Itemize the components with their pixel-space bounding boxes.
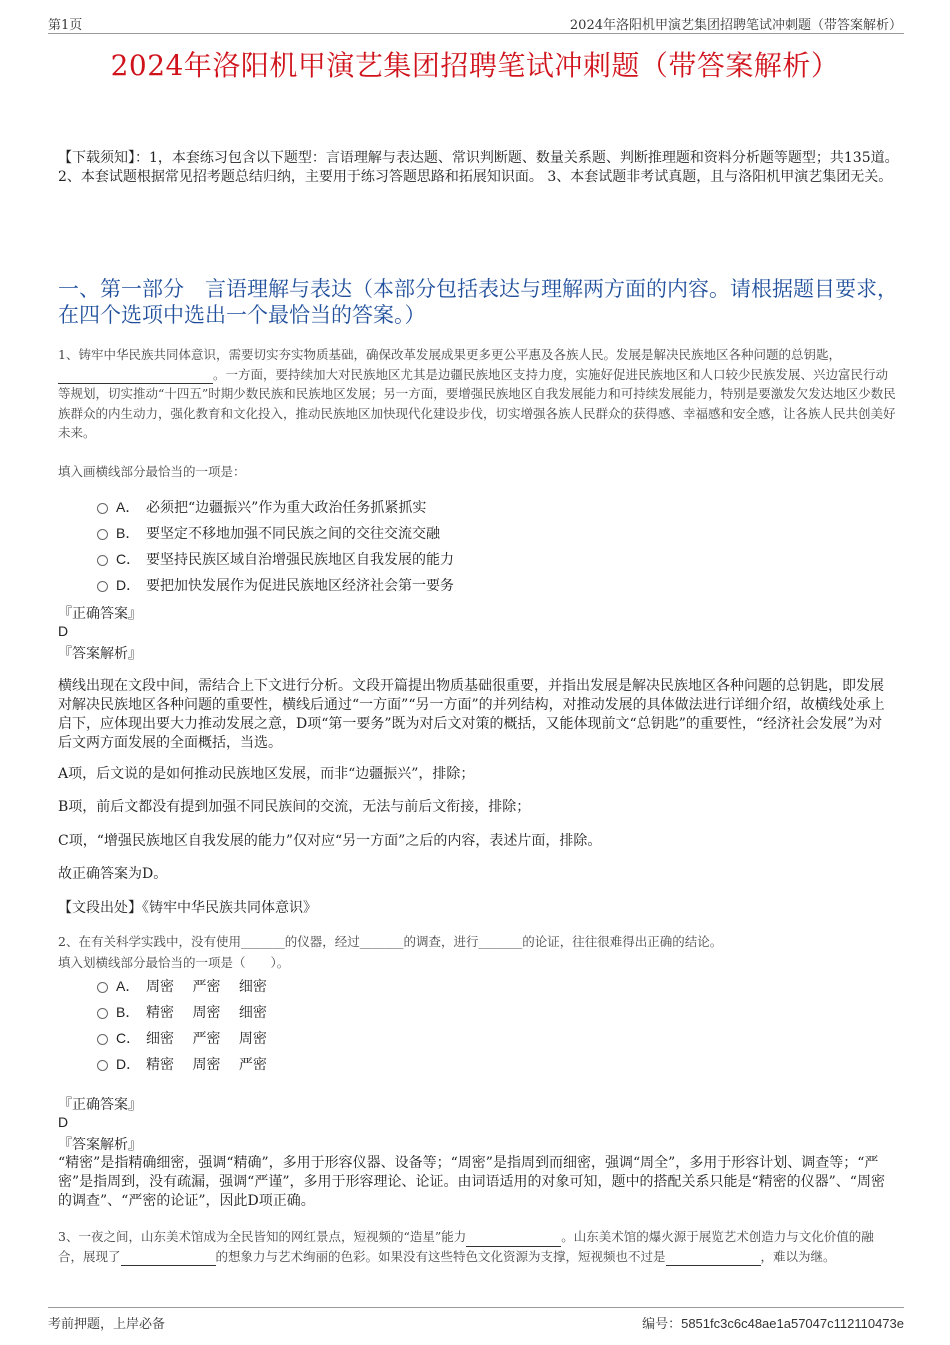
question-1-source: 【文段出处】《铸牢中华民族共同体意识》 xyxy=(58,900,317,916)
section-title: 一、第一部分 言语理解与表达（本部分包括表达与理解两方面的内容。请根据题目要求，在四个选项中选出一个最恰当的答案。） xyxy=(58,277,898,327)
analysis-label: 『答案解析』 xyxy=(58,1137,142,1153)
question-1-conclusion: 故正确答案为D。 xyxy=(58,866,168,882)
question-3-stem xyxy=(58,1227,898,1266)
correct-answer-label: 『正确答案』 xyxy=(58,1097,142,1113)
option-letter: B． xyxy=(116,1004,140,1020)
radio-icon[interactable] xyxy=(97,982,108,993)
header-divider xyxy=(48,33,904,34)
footer-slogan: 考前押题，上岸必备 xyxy=(48,1317,166,1332)
header-doc-title: 2024年洛阳机甲演艺集团招聘笔试冲刺题（带答案解析） xyxy=(569,18,902,33)
radio-icon[interactable] xyxy=(97,529,108,540)
option-text: 要坚持民族区域自治增强民族地区自我发展的能力 xyxy=(146,552,454,568)
option-letter: D． xyxy=(116,1056,141,1072)
question-2-option-a[interactable] xyxy=(97,976,267,996)
radio-icon[interactable] xyxy=(97,503,108,514)
question-3-part-2: 。山东美术馆的爆火源于展览艺术创造力与文化价值的融合，展现了 xyxy=(58,1229,874,1264)
question-1-analysis-main: 横线出现在文段中间，需结合上下文进行分析。文段开篇提出物质基础很重要，并指出发展是解决民族地区各种问题的总钥匙，即发展对解决民族地区各种问题的重要性，横线后通过“一方面”“另一方面”的并列结构，对推动发展的具体做法进行详细介绍，故横线处承上启下，应体现出要大力推动发展之意，D项“第一要务”既为对后文对策的概括，又能体现前文“总钥匙”的重要性，“经济社会发展”为对后文两方面发展的全面概括，当选。 xyxy=(58,678,885,751)
radio-icon[interactable] xyxy=(97,581,108,592)
option-text: 要把加快发展作为促进民族地区经济社会第一要务 xyxy=(146,578,454,594)
question-1-option-a[interactable] xyxy=(97,497,426,517)
footer-code-label: 编号： xyxy=(642,1317,682,1332)
footer-code-value: 5851fc3c6c48ae1a57047c112110473e xyxy=(681,1316,904,1331)
option-text: 必须把“边疆振兴”作为重大政治任务抓紧抓实 xyxy=(146,500,427,516)
question-1-stem-after: 。一方面，要持续加大对民族地区尤其是边疆民族地区支持力度，实施好促进民族地区和人口较少民族发展、兴边富民行动等规划，切实推动“十四五”时期少数民族和民族地区发展；另一方面，要增强民族地区自我发展能力和可持续发展能力，特别是要激发欠发达地区少数民族群众的内生动力，强化教育和文化投入，推动民族地区加快现代化建设步伐，切实增强各族人民群众的获得感、幸福感和安全感，让各族人民共创美好未来。 xyxy=(58,366,896,440)
question-1-stem xyxy=(58,345,898,443)
fill-blank xyxy=(58,369,213,384)
footer-divider xyxy=(48,1307,904,1308)
question-1-option-c[interactable] xyxy=(97,549,454,569)
question-2-prompt: 填入划横线部分最恰当的一项是（ ）。 xyxy=(58,955,290,970)
question-1-analysis-c: C项，“增强民族地区自我发展的能力”仅对应“另一方面”之后的内容，表述片面，排除。 xyxy=(58,833,602,849)
page-number: 第1页 xyxy=(48,18,83,33)
question-1-option-b[interactable] xyxy=(97,523,440,543)
fill-blank xyxy=(666,1251,761,1266)
option-text: 细密 严密 周密 xyxy=(146,1031,267,1047)
option-letter: A． xyxy=(116,978,140,994)
option-letter: A． xyxy=(116,499,140,515)
option-text: 精密 周密 细密 xyxy=(146,1005,267,1021)
option-text: 周密 严密 细密 xyxy=(146,979,267,995)
option-letter: D． xyxy=(116,577,141,593)
page-title: 2024年洛阳机甲演艺集团招聘笔试冲刺题（带答案解析） xyxy=(110,49,840,82)
radio-icon[interactable] xyxy=(97,555,108,566)
option-letter: B． xyxy=(116,525,140,541)
radio-icon[interactable] xyxy=(97,1060,108,1071)
question-1-answer: D xyxy=(58,623,69,639)
question-3-part-4: ，难以为继。 xyxy=(760,1248,836,1264)
question-1-stem-before: 1、铸牢中华民族共同体意识，需要切实夯实物质基础，确保改革发展成果更多更公平惠及各族人民。发展是解决民族地区各种问题的总钥匙， xyxy=(58,347,841,362)
fill-blank xyxy=(466,1232,561,1247)
analysis-label: 『答案解析』 xyxy=(58,646,142,662)
option-text: 精密 周密 严密 xyxy=(146,1057,267,1073)
question-2-option-d[interactable] xyxy=(97,1054,267,1074)
option-letter: C． xyxy=(116,551,141,567)
question-2-option-c[interactable] xyxy=(97,1028,267,1048)
question-2-analysis: “精密”是指精确细密，强调“精确”，多用于形容仪器、设备等；“周密”是指周到而细密，强调“周全”，多用于形容计划、调查等；“严密”是指周到，没有疏漏，强调“严谨”，多用于形容理论、论证。由词语适用的对象可知，题中的搭配关系只能是“精密的仪器”、“周密的调查”、“严密的论证”，因此D项正确。 xyxy=(58,1155,885,1209)
question-1-analysis-a: A项，后文说的是如何推动民族地区发展，而非“边疆振兴”，排除； xyxy=(58,766,475,782)
question-1-option-d[interactable] xyxy=(97,575,454,595)
download-notice: 【下载须知】：1，本套练习包含以下题型：言语理解与表达题、常识判断题、数量关系题、判断推理题和资料分析题等题型；共135道。 2、本套试题根据常见招考题总结归纳，主要用于练习答题思路和拓展知识面。 3、本套试题非考试真题，且与洛阳机甲演艺集团无关。 xyxy=(58,150,899,185)
option-text: 要坚定不移地加强不同民族之间的交往交流交融 xyxy=(146,526,440,542)
question-3-part-3: 的想象力与艺术绚丽的色彩。如果没有这些特色文化资源为支撑，短视频也不过是 xyxy=(215,1248,666,1264)
footer-code xyxy=(642,1313,904,1332)
question-2-stem: 2、在有关科学实践中，没有使用_______的仪器，经过_______的调查，进行_______的论证，往往很难得出正确的结论。 xyxy=(58,934,723,949)
question-1-prompt: 填入画横线部分最恰当的一项是： xyxy=(58,464,246,479)
question-2-answer: D xyxy=(58,1114,69,1130)
question-2-option-b[interactable] xyxy=(97,1002,267,1022)
radio-icon[interactable] xyxy=(97,1034,108,1045)
correct-answer-label: 『正确答案』 xyxy=(58,606,142,622)
radio-icon[interactable] xyxy=(97,1008,108,1019)
question-1-analysis-b: B项，前后文都没有提到加强不同民族间的交流，无法与前后文衔接，排除； xyxy=(58,799,531,815)
option-letter: C． xyxy=(116,1030,141,1046)
question-3-part-1: 3、一夜之间，山东美术馆成为全民皆知的网红景点，短视频的“造星”能力 xyxy=(58,1229,467,1244)
fill-blank xyxy=(121,1251,216,1266)
